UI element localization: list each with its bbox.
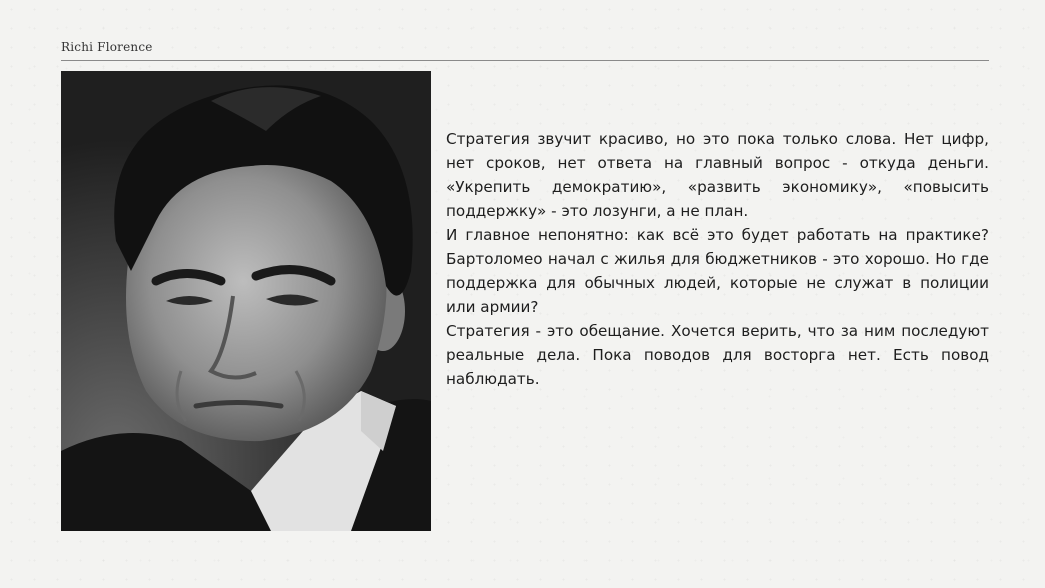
portrait-photo (61, 71, 431, 531)
author-name: Richi Florence (61, 40, 153, 54)
header-divider (61, 60, 989, 61)
article-body (446, 127, 989, 391)
article-paragraph: Стратегия - это обещание. Хочется верить, что за ним последуют реальные дела. Пока поводов для восторга нет. Есть повод наблюдать. (446, 322, 989, 388)
article-paragraph: И главное непонятно: как всё это будет работать на практике? Бартоломео начал с жилья для бюджетников - это хорошо. Но где поддержка для обычных людей, которые не служат в полиции или армии? (446, 226, 989, 316)
article-paragraph: Стратегия звучит красиво, но это пока только слова. Нет цифр, нет сроков, нет ответа на главный вопрос - откуда деньги. «Укрепить демократию», «развить экономику», «повысить поддержку» - это лозунги, а не план. (446, 130, 989, 220)
